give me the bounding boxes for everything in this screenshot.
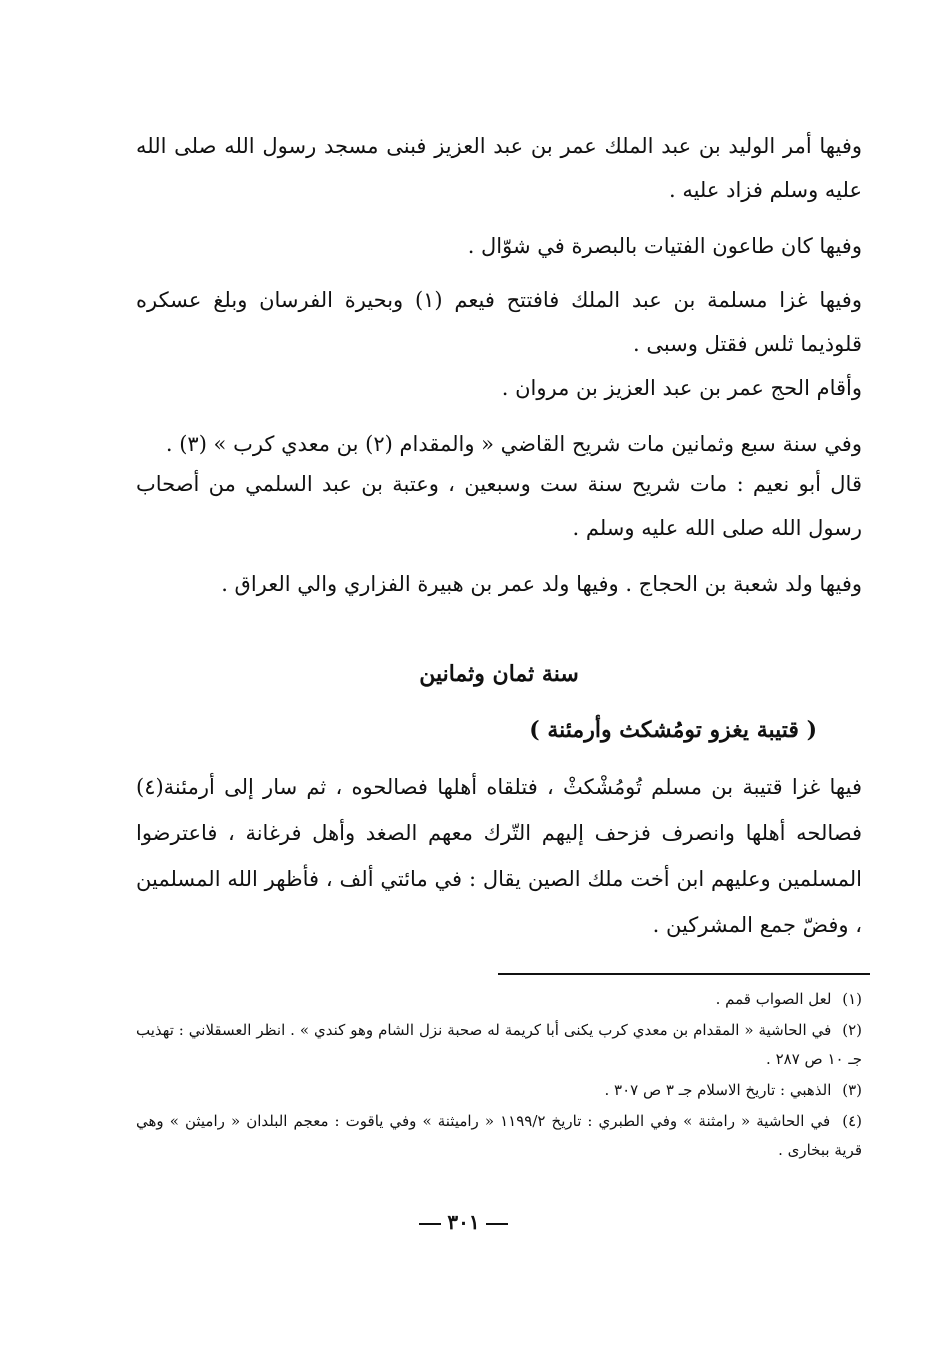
- footnote-text: في الحاشية « المقدام بن معدي كرب يكنى أبا كريمة له صحبة نزل الشام وهو كندي » . انظر العسقلاني : تهذيب جـ ١٠ ص ٢٨٧ .: [136, 1021, 862, 1068]
- section-subtitle: ( قتيبة يغزو تومُشكث وأرمئنة ): [529, 717, 817, 743]
- footnote-text: الذهبي : تاريخ الاسلام جـ ٣ ص ٣٠٧ .: [604, 1081, 832, 1099]
- page-number-dash-right: [419, 1223, 441, 1225]
- paragraph-text: قال أبو نعيم : مات شريح سنة ست وسبعين ، وعتبة بن عبد السلمي من أصحاب رسول الله صلى الله عليه وسلم .: [136, 472, 862, 540]
- paragraph-text: وفيها ولد شعبة بن الحجاج . وفيها ولد عمر بن هبيرة الفزاري والي العراق .: [221, 572, 862, 596]
- page-number: [0, 1202, 927, 1242]
- footnote-number: (١): [842, 990, 862, 1008]
- paragraph-plague: [136, 224, 862, 268]
- footnote-divider: [498, 973, 870, 975]
- footnotes: [136, 985, 862, 1167]
- page-number-value: ٣٠١: [447, 1210, 480, 1234]
- paragraph-hajj: [136, 366, 862, 410]
- paragraph-births: [136, 562, 862, 606]
- footnote-number: (٣): [842, 1081, 862, 1099]
- paragraph-qutayba-campaign: [136, 764, 862, 948]
- footnote-4: [136, 1107, 862, 1165]
- paragraph-year-87-deaths: [136, 422, 862, 466]
- footnote-text: لعل الصواب قمم .: [715, 990, 832, 1008]
- paragraph-maslama-raid: [136, 278, 862, 366]
- footnote-number: (٢): [842, 1021, 862, 1039]
- paragraph-text: وفي سنة سبع وثمانين مات شريح القاضي « والمقدام (٢) بن معدي كرب » (٣) .: [165, 432, 862, 456]
- section-title: سنة ثمان وثمانين: [419, 661, 579, 687]
- paragraph-abu-nuaym: [136, 462, 862, 550]
- paragraph-text: وفيها غزا مسلمة بن عبد الملك فافتتح فيعم (١) وبحيرة الفرسان وبلغ عسكره قلوذيما ثلس فقتل وسبى .: [136, 288, 862, 356]
- paragraph-text: وفيها كان طاعون الفتيات بالبصرة في شوّال .: [467, 234, 862, 258]
- footnote-text: في الحاشية « رامثنة » وفي الطبري : تاريخ ١١٩٩/٢ « راميثنة » وفي ياقوت : معجم البلدان « راميثن » وهي قرية ببخارى .: [136, 1112, 862, 1159]
- footnote-1: [136, 985, 862, 1014]
- footnote-3: [136, 1076, 862, 1105]
- paragraph-text: فيها غزا قتيبة بن مسلم تُومُشْكثْ ، فتلقاه أهلها فصالحوه ، ثم سار إلى أرمئنة(٤) فصالحه أهلها وانصرف فزحف إليهم التّرك معهم الصغد وأهل فرغانة ، فاعترضوا المسلمين وعليهم ابن أخت ملك الصين يقال : في مائتي ألف ، فأظهر الله المسلمين ، وفضّ جمع المشركين .: [136, 775, 862, 937]
- paragraph-text: وأقام الحج عمر بن عبد العزيز بن مروان .: [501, 376, 862, 400]
- footnote-number: (٤): [842, 1112, 862, 1130]
- paragraph-text: وفيها أمر الوليد بن عبد الملك عمر بن عبد العزيز فبنى مسجد رسول الله صلى الله عليه وسلم فزاد عليه .: [136, 134, 862, 202]
- paragraph-mosque: [136, 124, 862, 212]
- page-number-dash-left: [486, 1223, 508, 1225]
- footnote-2: [136, 1016, 862, 1074]
